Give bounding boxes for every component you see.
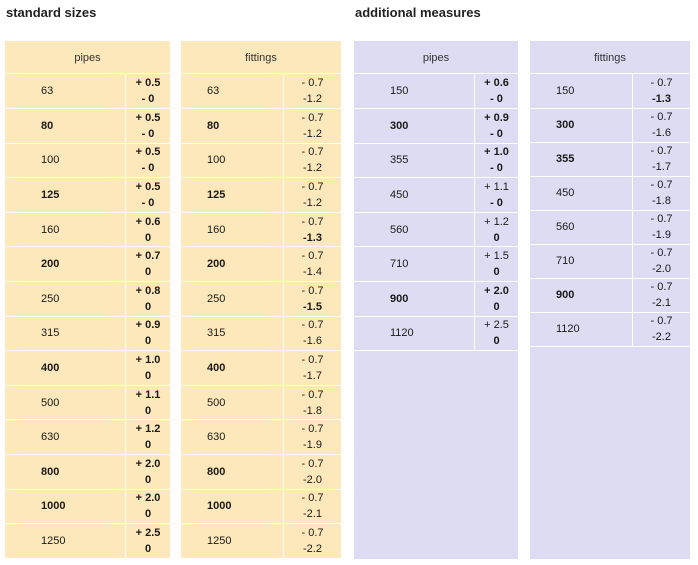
tolerance-cell <box>284 351 342 386</box>
lower-tolerance: -1.2 <box>303 197 322 210</box>
upper-tolerance: + 1.1 <box>484 181 509 194</box>
table-row <box>5 178 170 213</box>
lower-tolerance: -1.6 <box>652 127 671 139</box>
upper-tolerance: + 0.9 <box>484 111 509 124</box>
upper-tolerance: + 2.0 <box>135 457 161 470</box>
additional-fittings-title: fittings <box>530 41 690 74</box>
additional-fittings-table <box>530 74 690 347</box>
standard-fittings-table <box>181 74 341 559</box>
table-row <box>181 109 341 144</box>
upper-tolerance: + 0.5 <box>135 181 161 194</box>
tolerance-cell <box>633 312 691 346</box>
table-row <box>181 282 341 317</box>
size-cell: 160 <box>5 212 126 247</box>
lower-tolerance: 0 <box>144 404 152 417</box>
table-row <box>181 316 341 351</box>
tolerance-cell <box>633 74 691 108</box>
tolerance-cell <box>126 178 171 213</box>
size-cell: 315 <box>5 316 126 351</box>
size-cell: 200 <box>181 247 284 282</box>
upper-tolerance: + 0.6 <box>135 215 161 228</box>
lower-tolerance: -1.2 <box>303 93 322 106</box>
upper-tolerance: + 1.5 <box>484 250 509 263</box>
size-cell: 500 <box>181 385 284 420</box>
tolerance-cell <box>284 143 342 178</box>
upper-tolerance: + 1.2 <box>484 215 509 228</box>
table-row <box>181 489 341 524</box>
size-cell: 500 <box>5 385 126 420</box>
upper-tolerance: + 0.8 <box>135 284 161 297</box>
tolerance-cell <box>126 455 171 490</box>
table-row <box>181 420 341 455</box>
table-row <box>5 489 170 524</box>
lower-tolerance: 0 <box>493 335 500 348</box>
additional-pipes-panel <box>354 41 518 559</box>
tolerance-cell <box>284 247 342 282</box>
tolerance-cell <box>284 109 342 144</box>
lower-tolerance: - 0 <box>490 93 503 106</box>
tolerance-cell <box>126 109 171 144</box>
table-row <box>181 385 341 420</box>
lower-tolerance: 0 <box>144 439 152 452</box>
lower-tolerance: -2.2 <box>652 331 671 343</box>
table-row <box>5 74 170 109</box>
lower-tolerance: - 0 <box>141 127 155 140</box>
size-cell: 1250 <box>5 524 126 559</box>
tolerance-cell <box>475 247 519 282</box>
upper-tolerance: - 0.7 <box>301 423 324 436</box>
size-cell: 450 <box>530 176 633 210</box>
size-cell: 250 <box>5 282 126 317</box>
lower-tolerance: - 0 <box>141 197 155 210</box>
tolerance-cell <box>284 178 342 213</box>
table-row <box>5 455 170 490</box>
lower-tolerance: -2.1 <box>652 297 671 309</box>
size-cell: 1250 <box>181 524 284 559</box>
size-cell: 355 <box>354 143 475 178</box>
size-cell: 355 <box>530 142 633 176</box>
tolerance-cell <box>633 244 691 278</box>
additional-pipes-table <box>354 74 518 351</box>
table-row <box>354 74 518 109</box>
tolerance-cell <box>633 108 691 142</box>
lower-tolerance: 0 <box>144 266 152 279</box>
table-row <box>530 244 690 278</box>
size-cell: 630 <box>181 420 284 455</box>
size-cell: 560 <box>354 212 475 247</box>
tolerance-cell <box>126 212 171 247</box>
lower-tolerance: 0 <box>493 231 500 244</box>
tolerance-cell <box>284 316 342 351</box>
tolerance-cell <box>284 282 342 317</box>
size-cell: 63 <box>5 74 126 109</box>
table-row <box>530 278 690 312</box>
standard-fittings-panel <box>181 41 341 559</box>
lower-tolerance: -1.5 <box>303 300 322 313</box>
upper-tolerance: - 0.7 <box>301 527 324 540</box>
lower-tolerance: 0 <box>144 508 152 521</box>
additional-fittings-panel <box>530 41 690 559</box>
tolerance-cell <box>475 178 519 213</box>
size-cell: 80 <box>181 109 284 144</box>
upper-tolerance: + 0.7 <box>135 250 161 263</box>
size-cell: 100 <box>5 143 126 178</box>
tolerance-cell <box>475 109 519 144</box>
lower-tolerance: - 0 <box>141 93 155 106</box>
lower-tolerance: - 0 <box>490 127 503 140</box>
upper-tolerance: - 0.7 <box>301 215 324 228</box>
upper-tolerance: + 0.5 <box>135 146 161 159</box>
tolerance-cell <box>475 212 519 247</box>
lower-tolerance: -1.8 <box>652 195 671 207</box>
table-row <box>354 282 518 317</box>
table-row <box>354 212 518 247</box>
upper-tolerance: - 0.7 <box>650 76 673 89</box>
lower-tolerance: 0 <box>144 543 152 556</box>
tolerance-cell <box>633 278 691 312</box>
size-cell: 125 <box>181 178 284 213</box>
lower-tolerance: - 0 <box>490 197 503 210</box>
lower-tolerance: -2.2 <box>303 543 322 556</box>
additional-pipes-title: pipes <box>354 41 518 74</box>
tolerance-cell <box>475 74 519 109</box>
table-row <box>181 455 341 490</box>
size-cell: 710 <box>530 244 633 278</box>
lower-tolerance: -1.9 <box>652 229 671 241</box>
upper-tolerance: + 0.6 <box>484 77 509 90</box>
upper-tolerance: - 0.7 <box>301 250 324 263</box>
lower-tolerance: 0 <box>493 300 500 313</box>
upper-tolerance: + 2.0 <box>135 492 161 505</box>
table-row <box>5 282 170 317</box>
upper-tolerance: + 1.0 <box>484 146 509 159</box>
size-cell: 1120 <box>354 316 475 351</box>
upper-tolerance: - 0.7 <box>301 146 324 159</box>
upper-tolerance: - 0.7 <box>650 315 673 327</box>
standard-sizes-heading: standard sizes <box>6 5 97 20</box>
tolerance-cell <box>126 385 171 420</box>
tolerance-cell <box>633 176 691 210</box>
tolerance-cell <box>126 143 171 178</box>
size-cell: 560 <box>530 210 633 244</box>
lower-tolerance: -2.1 <box>303 508 322 521</box>
upper-tolerance: - 0.7 <box>301 284 324 297</box>
tolerance-cell <box>126 420 171 455</box>
lower-tolerance: 0 <box>144 335 152 348</box>
tolerance-cell <box>284 420 342 455</box>
upper-tolerance: + 2.0 <box>484 284 509 297</box>
table-row <box>181 178 341 213</box>
size-cell: 710 <box>354 247 475 282</box>
upper-tolerance: + 0.5 <box>135 111 161 124</box>
upper-tolerance: - 0.7 <box>650 281 673 293</box>
upper-tolerance: + 0.5 <box>135 77 161 90</box>
tolerance-cell <box>126 316 171 351</box>
table-row <box>5 385 170 420</box>
table-row <box>354 316 518 351</box>
table-row <box>530 142 690 176</box>
upper-tolerance: - 0.7 <box>301 492 324 505</box>
size-cell: 315 <box>181 316 284 351</box>
table-row <box>5 212 170 247</box>
size-cell: 300 <box>354 109 475 144</box>
size-cell: 800 <box>5 455 126 490</box>
table-row <box>530 210 690 244</box>
tolerance-cell <box>126 74 171 109</box>
lower-tolerance: -1.9 <box>303 439 322 452</box>
table-row <box>181 74 341 109</box>
size-cell: 150 <box>354 74 475 109</box>
size-cell: 1000 <box>181 489 284 524</box>
upper-tolerance: - 0.7 <box>650 247 673 259</box>
size-cell: 63 <box>181 74 284 109</box>
size-cell: 200 <box>5 247 126 282</box>
lower-tolerance: -1.6 <box>303 335 322 348</box>
lower-tolerance: -1.4 <box>303 266 322 279</box>
standard-pipes-panel <box>5 41 170 559</box>
upper-tolerance: + 0.9 <box>135 319 161 332</box>
table-row <box>5 247 170 282</box>
upper-tolerance: - 0.7 <box>650 145 673 157</box>
table-row <box>181 351 341 386</box>
table-row <box>530 108 690 142</box>
lower-tolerance: - 0 <box>141 162 155 175</box>
table-row <box>5 524 170 559</box>
lower-tolerance: 0 <box>493 266 500 279</box>
upper-tolerance: - 0.7 <box>301 319 324 332</box>
table-row <box>354 247 518 282</box>
upper-tolerance: + 2.5 <box>135 527 161 540</box>
upper-tolerance: - 0.7 <box>650 111 673 123</box>
upper-tolerance: + 1.0 <box>135 354 161 367</box>
tolerance-cell <box>126 282 171 317</box>
table-row <box>181 524 341 559</box>
table-row <box>5 351 170 386</box>
tolerance-cell <box>284 524 342 559</box>
tolerance-cell <box>475 143 519 178</box>
lower-tolerance: -1.8 <box>303 404 322 417</box>
size-cell: 100 <box>181 143 284 178</box>
tolerance-cell <box>633 142 691 176</box>
additional-measures-heading: additional measures <box>355 5 481 20</box>
size-cell: 150 <box>530 74 633 108</box>
lower-tolerance: - 0 <box>490 162 503 175</box>
table-row <box>181 143 341 178</box>
tolerance-cell <box>475 316 519 351</box>
upper-tolerance: - 0.7 <box>301 354 324 367</box>
upper-tolerance: - 0.7 <box>301 77 324 90</box>
table-row <box>530 176 690 210</box>
table-row <box>530 312 690 346</box>
lower-tolerance: 0 <box>144 231 152 244</box>
size-cell: 250 <box>181 282 284 317</box>
upper-tolerance: + 2.5 <box>484 319 509 332</box>
size-cell: 160 <box>181 212 284 247</box>
lower-tolerance: -1.7 <box>303 370 322 383</box>
lower-tolerance: -1.3 <box>303 231 322 244</box>
upper-tolerance: - 0.7 <box>650 213 673 225</box>
lower-tolerance: 0 <box>144 300 152 313</box>
table-row <box>5 316 170 351</box>
lower-tolerance: -1.2 <box>303 162 322 175</box>
tolerance-cell <box>284 74 342 109</box>
table-row <box>5 420 170 455</box>
tolerance-cell <box>284 455 342 490</box>
tolerance-cell <box>475 282 519 317</box>
lower-tolerance: -2.0 <box>652 263 671 275</box>
table-row <box>181 247 341 282</box>
upper-tolerance: - 0.7 <box>301 181 324 194</box>
table-row <box>5 143 170 178</box>
upper-tolerance: + 1.2 <box>135 423 161 436</box>
upper-tolerance: - 0.7 <box>301 457 324 470</box>
table-row <box>5 109 170 144</box>
size-cell: 1000 <box>5 489 126 524</box>
tolerance-cell <box>126 524 171 559</box>
tolerance-cell <box>284 212 342 247</box>
upper-tolerance: - 0.7 <box>301 388 324 401</box>
size-cell: 1120 <box>530 312 633 346</box>
table-row <box>354 109 518 144</box>
size-cell: 450 <box>354 178 475 213</box>
lower-tolerance: 0 <box>144 370 152 383</box>
standard-pipes-table <box>5 74 170 559</box>
upper-tolerance: - 0.7 <box>650 179 673 191</box>
lower-tolerance: -1.2 <box>303 127 322 140</box>
size-cell: 900 <box>354 282 475 317</box>
table-row <box>530 74 690 108</box>
tolerance-cell <box>126 489 171 524</box>
tolerance-cell <box>284 489 342 524</box>
table-row <box>354 143 518 178</box>
table-row <box>181 212 341 247</box>
tolerance-cell <box>126 351 171 386</box>
lower-tolerance: -1.3 <box>652 92 671 105</box>
standard-fittings-title: fittings <box>181 41 341 74</box>
size-cell: 80 <box>5 109 126 144</box>
tolerance-cell <box>126 247 171 282</box>
lower-tolerance: 0 <box>144 473 152 486</box>
size-cell: 800 <box>181 455 284 490</box>
tolerance-cell <box>633 210 691 244</box>
lower-tolerance: -2.0 <box>303 473 322 486</box>
size-cell: 630 <box>5 420 126 455</box>
size-cell: 125 <box>5 178 126 213</box>
size-cell: 400 <box>181 351 284 386</box>
table-row <box>354 178 518 213</box>
standard-pipes-title: pipes <box>5 41 170 74</box>
upper-tolerance: - 0.7 <box>301 111 324 124</box>
tolerance-cell <box>284 385 342 420</box>
size-cell: 900 <box>530 278 633 312</box>
lower-tolerance: -1.7 <box>652 161 671 173</box>
size-cell: 300 <box>530 108 633 142</box>
upper-tolerance: + 1.1 <box>135 388 161 401</box>
size-cell: 400 <box>5 351 126 386</box>
